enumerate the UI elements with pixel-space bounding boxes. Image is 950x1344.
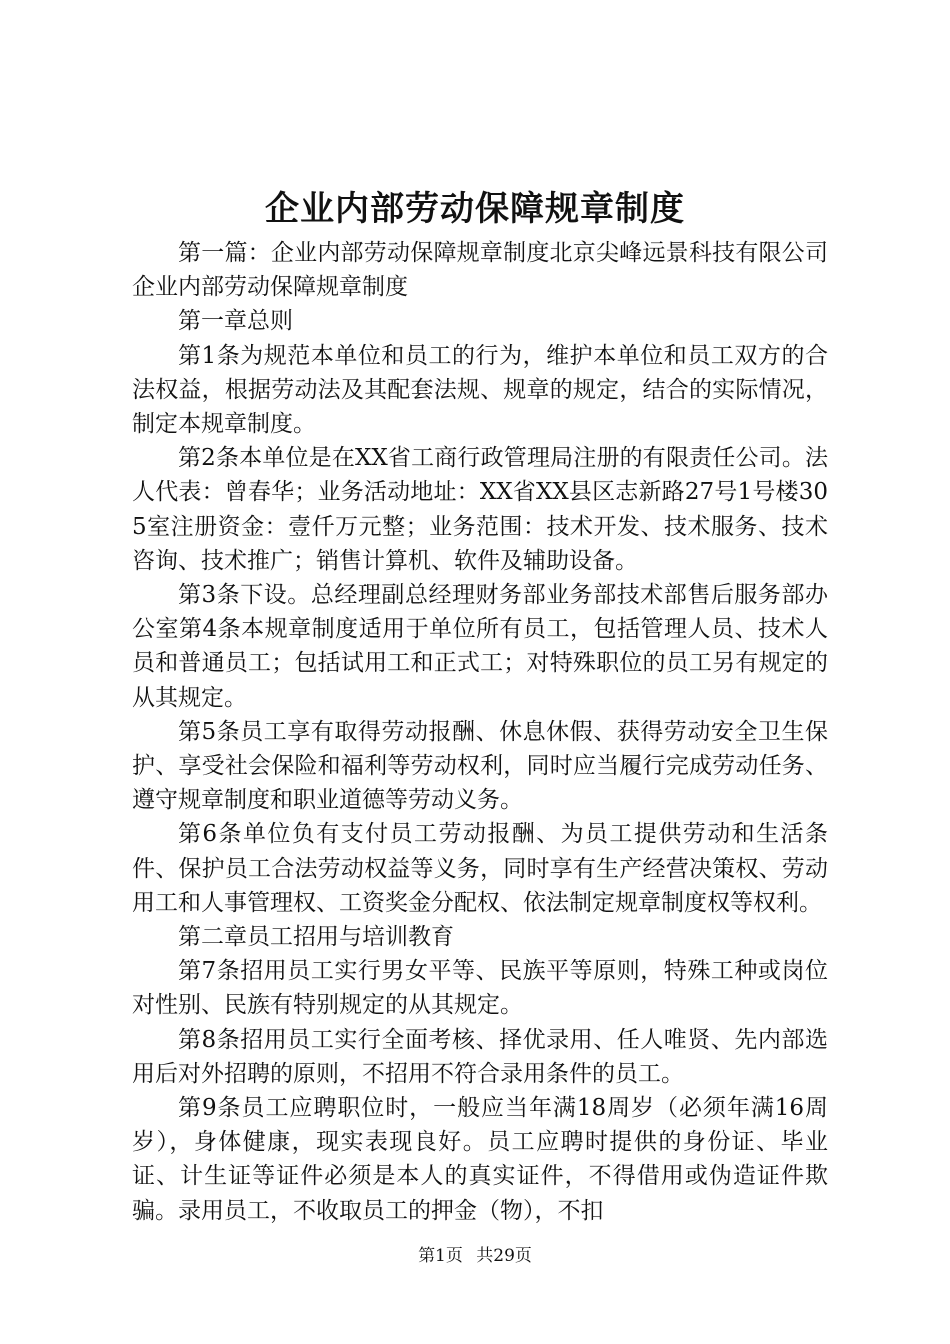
article-3-4: 第3条下设。总经理副总经理财务部业务部技术部售后服务部办公室第4条本规章制度适用于单位所有员工，包括管理人员、技术人员和普通员工；包括试用工和正式工；对特殊职位的员工另有规定的从其规定。	[132, 582, 828, 711]
article-1: 第1条为规范本单位和员工的行为，维护本单位和员工双方的合法权益，根据劳动法及其配套法规、规章的规定，结合的实际情况，制定本规章制度。	[132, 342, 828, 438]
page-footer	[0, 1244, 950, 1268]
document-body	[132, 236, 828, 1228]
paragraph-intro: 第一篇：企业内部劳动保障规章制度北京尖峰远景科技有限公司企业内部劳动保障规章制度	[132, 240, 828, 301]
chapter-heading-2: 第二章员工招用与培训教育	[178, 924, 454, 951]
article-9: 第9条员工应聘职位时，一般应当年满18周岁（必须年满16周岁），身体健康，现实表现良好。员工应聘时提供的身份证、毕业证、计生证等证件必须是本人的真实证件，不得借用或伪造证件欺骗。录用员工，不收取员工的押金（物），不扣	[132, 1095, 828, 1224]
page-total: 共29页	[476, 1246, 532, 1266]
article-2: 第2条本单位是在XX省工商行政管理局注册的有限责任公司。法人代表：曾春华；业务活动地址：XX省XX县区志新路27号1号楼305室注册资金：壹仟万元整；业务范围：技术开发、技术服务、技术咨询、技术推广；销售计算机、软件及辅助设备。	[132, 445, 828, 574]
document-title: 企业内部劳动保障规章制度	[265, 189, 685, 229]
article-5: 第5条员工享有取得劳动报酬、休息休假、获得劳动安全卫生保护、享受社会保险和福利等劳动权利，同时应当履行完成劳动任务、遵守规章制度和职业道德等劳动义务。	[132, 718, 828, 814]
chapter-heading-1: 第一章总则	[178, 308, 293, 335]
article-6: 第6条单位负有支付员工劳动报酬、为员工提供劳动和生活条件、保护员工合法劳动权益等义务，同时享有生产经营决策权、劳动用工和人事管理权、工资奖金分配权、依法制定规章制度权等权利。	[132, 821, 828, 916]
article-7: 第7条招用员工实行男女平等、民族平等原则，特殊工种或岗位对性别、民族有特别规定的从其规定。	[132, 958, 828, 1019]
page-number: 第1页	[418, 1246, 463, 1266]
article-8: 第8条招用员工实行全面考核、择优录用、任人唯贤、先内部选用后对外招聘的原则，不招用不符合录用条件的员工。	[132, 1026, 828, 1087]
